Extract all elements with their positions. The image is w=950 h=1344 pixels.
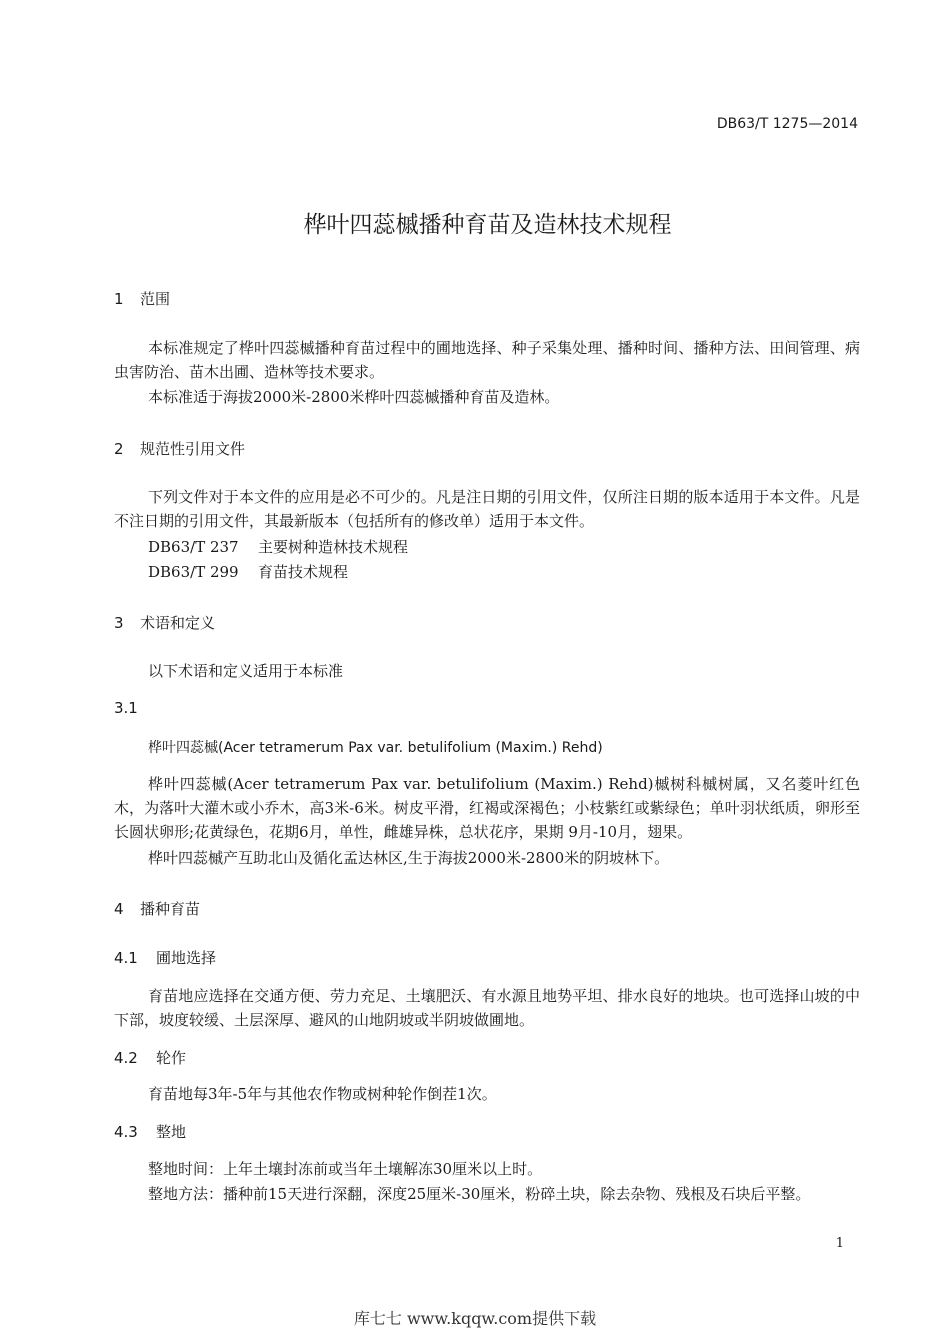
section-4-3-paragraph-1: 整地时间：上年土壤封冻前或当年土壤解冻30厘米以上时。 xyxy=(148,1160,543,1178)
section-title: 规范性引用文件 xyxy=(140,440,246,458)
section-4-1-paragraph: 育苗地应选择在交通方便、劳力充足、土壤肥沃、有水源且地势平坦、排水良好的地块。也可选择山坡的中下部，坡度较缓、土层深厚、避风的山地阴坡或半阴坡做圃地。 xyxy=(114,987,860,1029)
section-2-heading xyxy=(114,438,245,459)
section-title: 术语和定义 xyxy=(140,614,216,632)
page-number: 1 xyxy=(835,1236,844,1251)
reference-item xyxy=(148,535,408,559)
section-4-heading xyxy=(114,898,200,919)
section-number: 3.1 xyxy=(114,699,138,717)
section-2-paragraph-1: 下列文件对于本文件的应用是必不可少的。凡是注日期的引用文件，仅所注日期的版本适用于本文件。凡是不注日期的引用文件，其最新版本（包括所有的修改单）适用于本文件。 xyxy=(114,488,860,530)
section-4-1-heading xyxy=(114,947,216,968)
section-4-2-paragraph: 育苗地每3年-5年与其他农作物或树种轮作倒茬1次。 xyxy=(148,1085,497,1103)
section-title: 范围 xyxy=(140,290,171,308)
reference-name: 育苗技术规程 xyxy=(258,563,349,581)
section-number: 4.1 xyxy=(114,949,138,967)
term-distribution: 桦叶四蕊槭产互助北山及循化孟达林区,生于海拔2000米-2800米的阴坡林下。 xyxy=(148,849,670,867)
term-title: 桦叶四蕊槭(Acer tetramerum Pax var. betulifolium (Maxim.) Rehd) xyxy=(148,740,603,756)
section-4-3-paragraph-2: 整地方法：播种前15天进行深翻，深度25厘米-30厘米，粉碎土块，除去杂物、残根及石块后平整。 xyxy=(148,1185,811,1203)
section-title: 整地 xyxy=(156,1123,187,1141)
reference-item xyxy=(148,560,348,584)
document-number: DB63/T 1275—2014 xyxy=(716,116,858,132)
section-title: 轮作 xyxy=(156,1049,187,1067)
section-number: 4.3 xyxy=(114,1123,138,1141)
section-4-3-heading xyxy=(114,1121,186,1142)
section-1-heading xyxy=(114,288,170,309)
section-title: 播种育苗 xyxy=(140,900,201,918)
section-3-1-heading xyxy=(114,699,138,717)
section-number: 4 xyxy=(114,900,124,918)
reference-code: DB63/T 299 xyxy=(148,563,239,581)
section-3-heading xyxy=(114,612,215,633)
reference-code: DB63/T 237 xyxy=(148,538,239,556)
section-number: 4.2 xyxy=(114,1049,138,1067)
section-title: 圃地选择 xyxy=(156,949,217,967)
section-1-paragraph-1: 本标准规定了桦叶四蕊槭播种育苗过程中的圃地选择、种子采集处理、播种时间、播种方法、田间管理、病虫害防治、苗木出圃、造林等技术要求。 xyxy=(114,339,860,381)
section-number: 1 xyxy=(114,290,124,308)
reference-name: 主要树种造林技术规程 xyxy=(258,538,409,556)
page-title: 桦叶四蕊槭播种育苗及造林技术规程 xyxy=(303,212,672,238)
section-number: 2 xyxy=(114,440,124,458)
section-number: 3 xyxy=(114,614,124,632)
term-definition: 桦叶四蕊槭(Acer tetramerum Pax var. betulifolium (Maxim.) Rehd)槭树科槭树属，又名菱叶红色木，为落叶大灌木或小乔木，高3米-6米。树皮平滑，红褐或深褐色；小枝紫红或紫绿色；单叶羽状纸质，卵形至长圆状卵形;花黄绿色，花期6月，单性，雌雄异株，总状花序，果期 9月-10月，翅果。 xyxy=(114,775,860,841)
footer-watermark: 库七七 www.kqqw.com提供下载 xyxy=(353,1309,597,1328)
section-4-2-heading xyxy=(114,1047,186,1068)
section-3-paragraph-1: 以下术语和定义适用于本标准 xyxy=(148,662,344,680)
section-1-paragraph-2: 本标准适于海拔2000米-2800米桦叶四蕊槭播种育苗及造林。 xyxy=(148,388,560,406)
